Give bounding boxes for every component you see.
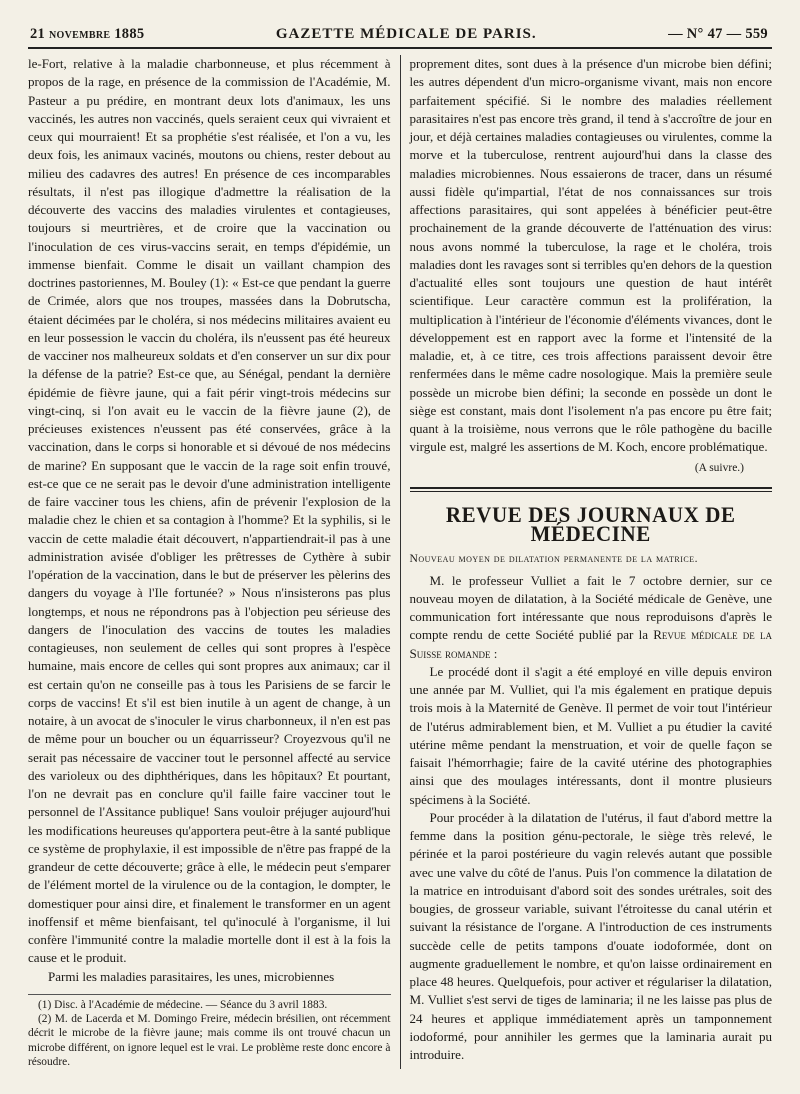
journal-title: GAZETTE MÉDICALE DE PARIS. [275,26,537,42]
issue-page-number: — N° 47 — 559 [668,26,768,42]
to-be-continued: (A suivre.) [694,461,744,474]
running-head [28,26,772,49]
body-paragraph: Parmi les maladies parasitaires, les unes, microbiennes [48,968,335,984]
section-divider [410,487,773,492]
section-title: REVUE DES JOURNAUX DE MÉDECINE [445,501,736,547]
journal-reference: Revue médicale de la Suisse romande : [409,627,772,661]
left-column [28,55,401,1069]
footnote-2: (2) M. de Lacerda et M. Domingo Freire, médecin brésilien, ont récemment décrit le microbe de la fièvre jaune; mais comme ils ont trouvé chacun un microbe différent, on ignore lequel est le vrai. Le problème reste donc encore à résoudre. [28,1013,391,1068]
body-paragraph: le-Fort, relative à la maladie charbonneuse, et plus récemment à propos de la rage, en présence de la commission de l'Académie, M. Pasteur a pu prédire, en montrant deux lots d'animaux, les uns vaccinés, les autres non vaccinés, quels seraient ceux qui vivraient et ceux qui mourraient! Et sa prophétie s'est réalisée, et l'on a vu, les deux fois, les animaux vacinés, moutons ou chiens, rester debout au milieu des cadavres des autres! En présence de ces incomparables résultats, il n'est pas illogique d'admettre la réalisation de la découverte des vaccins des maladies virulentes et contagieuses, toujours si meurtrières, et de croire que la vaccination ou l'inoculation de ces virus-vaccins serait, en temps d'épidémie, un immense bienfait. Comme le disait un vaillant champion des doctrines pastoriennes, M. Bouley (1): « Est-ce que pendant la guerre de Crimée, alors que nos troupes, massées dans la Dobrutscha, étaient décimées par le choléra, si nos médecins militaires avaient eu en leur possession le vaccin du choléra, ils n'eussent pas été heureux de vacciner nos malheureux soldats et d'en conserver un sur dix pour la défense de la patrie? Est-ce que, au Sénégal, pendant la dernière épidémie de fièvre jaune, qui a fait périr vingt-trois médecins sur vingt-cinq, si l'on avait eu le vaccin de la fièvre jaune (2), de précieuses existences n'eussent pas été conservées, grâce à la vaccination, dans le corps si honorable et si dévoué de nos médecins de marine? En supposant que le vaccin de la rage soit enfin trouvé, est-ce que ce ne serait pas le devoir d'une administration intelligente de faire vacciner tous les chiens, afin de prévenir l'explosion de la maladie chez le chien et sa contagion à l'homme? Et la syphilis, si le vaccin de cette maladie était découvert, n'appartiendrait-il pas à une administration avisée d'obliger les prêtresses de Cythère à subir l'opération de la vaccination, dans le but de préserver les pèlerins des dangers du voyage à l'Ile fortunée? » Nous n'insisterons pas plus longtemps, et nous ne répondrons pas à l'objection peu sérieuse des dangers de l'inoculation des vaccins de toutes les maladies contagieuses, non seulement de celles qui sont propres à l'espèce humaine, mais encore de celles qui sont propres aux animaux; car il est certain qu'on ne conseille pas à tous les Parisiens de se farcir le corps de vaccins! Et s'il est bien inutile à un agent de change, à un notaire, à un avocat de s'inoculer le virus charbonneux, il n'en est pas de même pour un boucher ou un équarrisseur? Croyezvous qu'il ne serait pas nécessaire de vacciner tout le personnel affecté au service des varioleux ou des diphthériques, dans les hôpitaux? Et pourtant, l'on ne devrait pas en conclure qu'il faille faire vacciner tout le personnel de l'Assitance publique! Sans vouloir préjuger aujourd'hui les modifications heureuses qu'apportera peut-être à la santé publique ce système de prophylaxie, il est impossible de n'être pas frappé de la grandeur de cette découverte; grâce à elle, le médecin peut s'emparer de l'élément mortel de la virulence ou de la contagion, le dompter, le domestiquer pour ainsi dire, et finalement le transformer en un agent inoffensif et même bienfaisant, tel qu'inoculé à l'organisme, il lui confère l'immunité contre la maladie mortelle dont il est à la fois la cause et le produit. [28,56,391,966]
issue-date: 21 novembre 1885 [30,26,145,42]
body-paragraph: Le procédé dont il s'agit a été employé en ville depuis environ une année par M. Vulliet, qui l'a mis également en pratique depuis trois mois à la Maternité de Genève. Il permet de voir tout l'intérieur de l'utérus admirablement bien, et M. Vulliet a pu étudier la cavité utérine même pendant la menstruation, et voir de quelle façon se faisait l'hémorrhagie; faire de la cavité utérine des photographies ainsi que des moulages intéressants, dont il montre plusieurs spécimens à la Société. [409,663,772,807]
body-paragraph: Pour procéder à la dilatation de l'utérus, il faut d'abord mettre la femme dans la position génu-pectorale, le siège très relevé, le périnée et la paroi postérieure du vagin relevés autant que possible avec une valve du côté de l'anus. Puis l'on commence la dilatation de la matrice en introduisant d'abord soit des sondes urétrales, soit des bougies, de grosseur variable, suivant l'étroitesse du canal utérin et suivant la résistance de l'organe. A l'introduction de ces instruments succède celle de petits tampons d'ouate iodoformée, dont on augmente graduellement le nombre, et qu'on laisse ordinairement en place 48 heures. Quelquefois, pour activer et régulariser la dilatation, M. Vulliet s'est servi de tiges de laminaria; il ne les laisse pas plus de 24 heures et applique immédiatement après un tamponnement iodoformé, pour annihiler les germes que la laminaria aurait pu introduire. [409,809,772,1062]
body-paragraph: proprement dites, sont dues à la présence d'un microbe bien défini; les autres dépendent d'un micro-organisme vivant, mais non encore parfaitement spécifié. Si le nombre des maladies réellement parasitaires n'est pas encore très grand, il tend à s'accroître de jour en jour, et déjà certaines maladies contagieuses ou virulentes, comme la morve et la tuberculose, rentrent aujourd'hui dans la classe des maladies microbiennes. Nous essaierons de tracer, dans un résumé aussi fidèle qu'impartial, l'état de nos connaissances sur trois affections parasitaires, qui sont appelées à bénéficier peut-être prochainement de la grande découverte de l'atténuation des virus: nous avons nommé la tuberculose, la rage et le choléra, trois maladies dont les ravages sont si terribles qu'en dehors de la question d'actualité elles sont toujours une question de haut intérêt scientifique. Leur caractère commun est la prolifération, la multiplication à l'intérieur de l'économie d'éléments vivances, dont le développement est en rapport avec la forme et l'intensité de la maladie, et, à ce titre, ces trois affections paraissent devoir être renfermées dans le même cadre nosologique. Mais la première seule possède un microbe bien défini; la seconde en possède un dont le siège est constant, mais dont l'isolement n'a pas encore pu être fait; quant à la troisième, nous verrons que le rôle pathogène du bacille virgule est, malgré les assertions de M. Koch, encore problématique. [409,56,772,455]
two-column-body [28,55,772,1069]
footnotes [28,994,391,1069]
body-paragraph [410,572,773,663]
footnote-1: (1) Disc. à l'Académie de médecine. — Séance du 3 avril 1883. [38,998,328,1011]
body-text: M. le professeur Vulliet a fait le 7 octobre dernier, sur ce nouveau moyen de dilatation, à la Société médicale de Genève, une communication fort intéressante que nous reproduisons d'après le compte rendu de cette Société publié par la [409,572,772,643]
right-column [401,55,773,1069]
article-title: Nouveau moyen de dilatation permanente de la matrice. [409,552,699,566]
